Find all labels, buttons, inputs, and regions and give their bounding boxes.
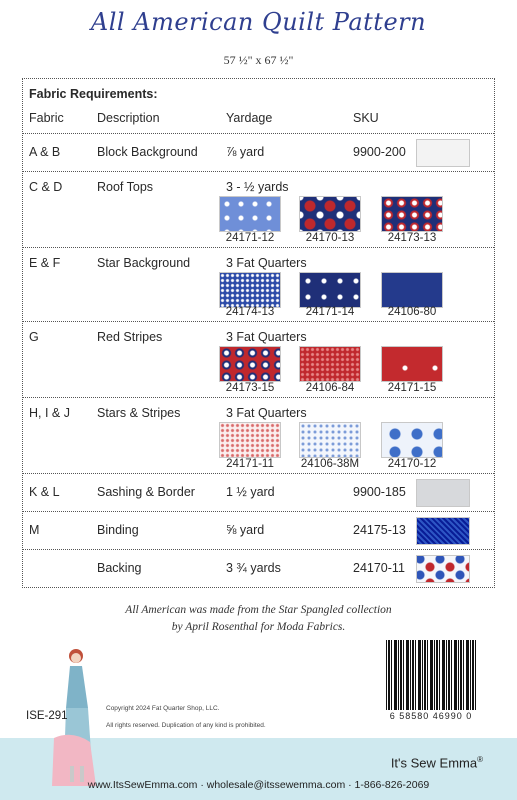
fabric-swatch bbox=[219, 272, 281, 308]
barcode-bars bbox=[386, 640, 478, 710]
description-cell: Roof Tops bbox=[97, 180, 154, 194]
fabric-swatch bbox=[416, 555, 470, 583]
col-description: Description bbox=[97, 111, 160, 125]
brand-text: It's Sew Emma bbox=[390, 755, 478, 771]
swatch-sku: 24171-12 bbox=[225, 232, 275, 244]
description-cell: Red Stripes bbox=[97, 330, 163, 344]
fabric-swatch bbox=[219, 346, 281, 382]
yardage-cell: 3 Fat Quarters bbox=[226, 330, 307, 344]
table-row bbox=[23, 549, 494, 588]
sku-cell: 9900-185 bbox=[353, 485, 406, 499]
fabric-requirements-table bbox=[22, 78, 495, 588]
fabric-swatch bbox=[299, 346, 361, 382]
fabric-swatch bbox=[299, 196, 361, 232]
swatch-sku: 24171-14 bbox=[305, 306, 355, 318]
fabric-cell: K & L bbox=[29, 485, 60, 499]
fabric-swatch bbox=[299, 272, 361, 308]
table-row bbox=[23, 321, 494, 397]
swatch-sku: 24106-80 bbox=[387, 306, 437, 318]
swatch-sku: 24171-11 bbox=[226, 458, 274, 470]
swatch-sku: 24173-13 bbox=[387, 232, 437, 244]
swatch-sku: 24171-15 bbox=[387, 382, 437, 394]
sku-cell: 24175-13 bbox=[353, 523, 406, 537]
table-row bbox=[23, 511, 494, 549]
fabric-cell: E & F bbox=[29, 256, 61, 270]
quilt-size: 57 ½" x 67 ½" bbox=[223, 53, 294, 67]
copyright-notice bbox=[106, 700, 266, 734]
yardage-cell: 3 ¾ yards bbox=[226, 561, 281, 575]
table-row bbox=[23, 171, 494, 247]
description-cell: Stars & Stripes bbox=[97, 406, 181, 420]
fabric-swatch bbox=[381, 346, 443, 382]
yardage-cell: 3 - ½ yards bbox=[226, 180, 289, 194]
yardage-cell: 3 Fat Quarters bbox=[226, 406, 307, 420]
swatch-sku: 24170-12 bbox=[387, 458, 437, 470]
fabric-swatch bbox=[381, 196, 443, 232]
collection-caption bbox=[0, 602, 517, 636]
swatch-sku: 24174-13 bbox=[225, 306, 275, 318]
table-row bbox=[23, 247, 494, 321]
contact-line: www.ItsSewEmma.com · wholesale@itssewemma.com · 1-866-826-2069 bbox=[87, 779, 430, 791]
rights-line: All rights reserved. Duplication of any kind is prohibited. bbox=[106, 722, 266, 729]
registered-mark: ® bbox=[477, 755, 483, 764]
table-row bbox=[23, 133, 494, 171]
sku-cell: 24170-11 bbox=[353, 561, 405, 575]
yardage-cell: 1 ½ yard bbox=[226, 485, 275, 499]
description-cell: Backing bbox=[97, 561, 142, 575]
fabric-cell: A & B bbox=[29, 145, 61, 159]
description-cell: Sashing & Border bbox=[97, 485, 195, 499]
description-cell: Binding bbox=[97, 523, 139, 537]
fabric-cell: C & D bbox=[29, 180, 63, 194]
fabric-cell: H, I & J bbox=[29, 406, 70, 420]
page-title: All American Quilt Pattern bbox=[90, 8, 427, 36]
fabric-swatch bbox=[416, 517, 470, 545]
section-title: Fabric Requirements: bbox=[29, 87, 158, 101]
yardage-cell: 3 Fat Quarters bbox=[226, 256, 307, 270]
table-row bbox=[23, 397, 494, 473]
swatch-sku: 24173-15 bbox=[225, 382, 275, 394]
fabric-swatch bbox=[219, 196, 281, 232]
fabric-cell: G bbox=[29, 330, 39, 344]
caption-line-1: All American was made from the Star Spangled collection bbox=[125, 604, 392, 616]
barcode bbox=[376, 640, 486, 722]
description-cell: Block Background bbox=[97, 145, 198, 159]
fabric-cell: M bbox=[29, 523, 40, 537]
sku-cell: 9900-200 bbox=[353, 145, 406, 159]
caption-line-2: by April Rosenthal for Moda Fabrics. bbox=[171, 621, 346, 633]
brand-name bbox=[391, 755, 483, 770]
col-sku: SKU bbox=[353, 111, 379, 125]
barcode-number: 6 58580 46990 0 bbox=[389, 711, 473, 721]
swatch-sku: 24170-13 bbox=[305, 232, 355, 244]
fabric-swatch bbox=[381, 422, 443, 458]
fabric-swatch bbox=[416, 139, 470, 167]
pattern-code: ISE-291 bbox=[26, 710, 68, 722]
fabric-swatch bbox=[416, 479, 470, 507]
yardage-cell: ⅝ yard bbox=[226, 523, 265, 537]
description-cell: Star Background bbox=[97, 256, 191, 270]
copyright-line: Copyright 2024 Fat Quarter Shop, LLC. bbox=[106, 705, 220, 712]
swatch-sku: 24106-38M bbox=[300, 458, 360, 470]
swatch-sku: 24106-84 bbox=[305, 382, 355, 394]
table-row bbox=[23, 473, 494, 511]
col-yardage: Yardage bbox=[226, 111, 273, 125]
fabric-swatch bbox=[381, 272, 443, 308]
fabric-swatch bbox=[219, 422, 281, 458]
fabric-swatch bbox=[299, 422, 361, 458]
yardage-cell: ⅞ yard bbox=[226, 145, 265, 159]
col-fabric: Fabric bbox=[29, 111, 64, 125]
